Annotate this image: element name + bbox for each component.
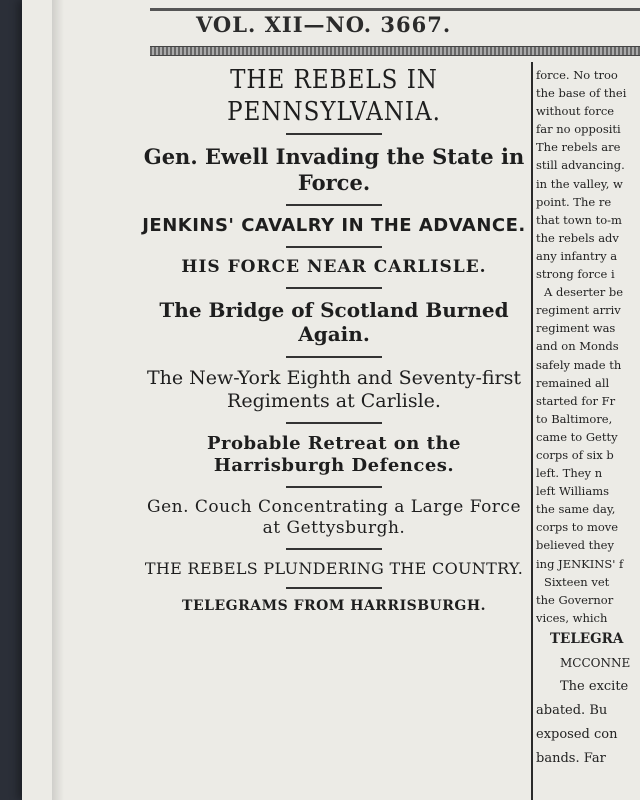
adjacent-article-column — [536, 66, 640, 771]
article-subhead: TELEGRA — [550, 630, 624, 647]
page-fold-shadow — [52, 0, 64, 800]
headline-divider — [286, 486, 382, 488]
headline-force-carlisle: HIS FORCE NEAR CARLISLE. — [181, 257, 487, 278]
headline-ewell: Gen. Ewell Invading the State in Force. — [143, 144, 525, 195]
headline-divider — [286, 548, 382, 550]
article-line: vices, which — [536, 610, 608, 625]
article-line: abated. Bu — [536, 702, 608, 718]
article-line: to Baltimore, — [536, 411, 613, 426]
article-line: regiment arriv — [536, 303, 621, 318]
article-line: point. The re — [536, 194, 612, 209]
article-dateline: MCCONNE — [560, 655, 631, 670]
article-line: The excite — [560, 678, 629, 694]
article-line: left. They n — [536, 466, 603, 481]
article-line: A deserter be — [544, 285, 624, 300]
article-line: without force — [536, 104, 615, 119]
article-line: and on Monds — [536, 339, 619, 354]
issue-number: VOL. XII—NO. 3667. — [196, 12, 452, 37]
article-line: Sixteen vet — [544, 574, 610, 589]
article-line: far no oppositi — [536, 122, 621, 137]
article-line: came to Getty — [536, 429, 618, 444]
headline-probable-retreat: Probable Retreat on the Harrisburgh Defences. — [206, 433, 462, 477]
article-line: started for Fr — [536, 393, 616, 408]
headline-new-york-regiments: The New-York Eighth and Seventy-first Regiments at Carlisle. — [146, 366, 522, 412]
article-line: corps of six b — [536, 447, 614, 462]
article-line: exposed con — [536, 726, 618, 742]
article-line: the rebels adv — [536, 230, 619, 245]
article-line: ing JENKINS' f — [536, 556, 624, 571]
masthead-double-rule — [150, 46, 640, 56]
article-line: any infantry a — [536, 248, 618, 263]
headline-divider — [286, 356, 382, 358]
headline-divider — [286, 204, 382, 206]
article-line: left Williams — [536, 484, 610, 499]
article-line: remained all — [536, 375, 610, 390]
article-line: believed they — [536, 538, 614, 553]
article-line: corps to move — [536, 520, 619, 535]
headline-rebels-plundering: THE REBELS PLUNDERING THE COUNTRY. — [144, 558, 524, 578]
article-line: force. No troo — [536, 68, 618, 82]
article-line: regiment was — [536, 321, 616, 336]
headline-couch-concentrating: Gen. Couch Concentrating a Large Force at Gettysburgh. — [146, 497, 522, 538]
headline-jenkins-cavalry: JENKINS' CAVALRY IN THE ADVANCE. — [142, 215, 526, 237]
article-line: bands. Far — [536, 750, 606, 766]
article-line: that town to-m — [536, 212, 622, 227]
article-line: the base of thei — [536, 86, 627, 101]
article-line: strong force i — [536, 267, 615, 282]
article-line: still advancing. — [536, 158, 625, 173]
headline-divider — [286, 587, 382, 589]
headline-column — [140, 62, 528, 615]
headline-telegrams: TELEGRAMS FROM HARRISBURGH. — [182, 598, 486, 615]
headline-divider — [286, 422, 382, 424]
column-rule — [531, 62, 533, 800]
masthead-rule — [150, 8, 640, 11]
article-line: the same day, — [536, 502, 616, 517]
headline-divider — [286, 287, 382, 289]
headline-divider — [286, 133, 382, 135]
article-line: The rebels are — [536, 140, 621, 155]
headline-divider — [286, 246, 382, 248]
article-line: in the valley, w — [536, 176, 623, 191]
article-line: safely made th — [536, 357, 622, 372]
headline-main: THE REBELS IN PENNSYLVANIA. — [227, 64, 441, 128]
article-line: the Governor — [536, 592, 614, 607]
headline-bridge-burned: The Bridge of Scotland Burned Again. — [159, 298, 509, 347]
